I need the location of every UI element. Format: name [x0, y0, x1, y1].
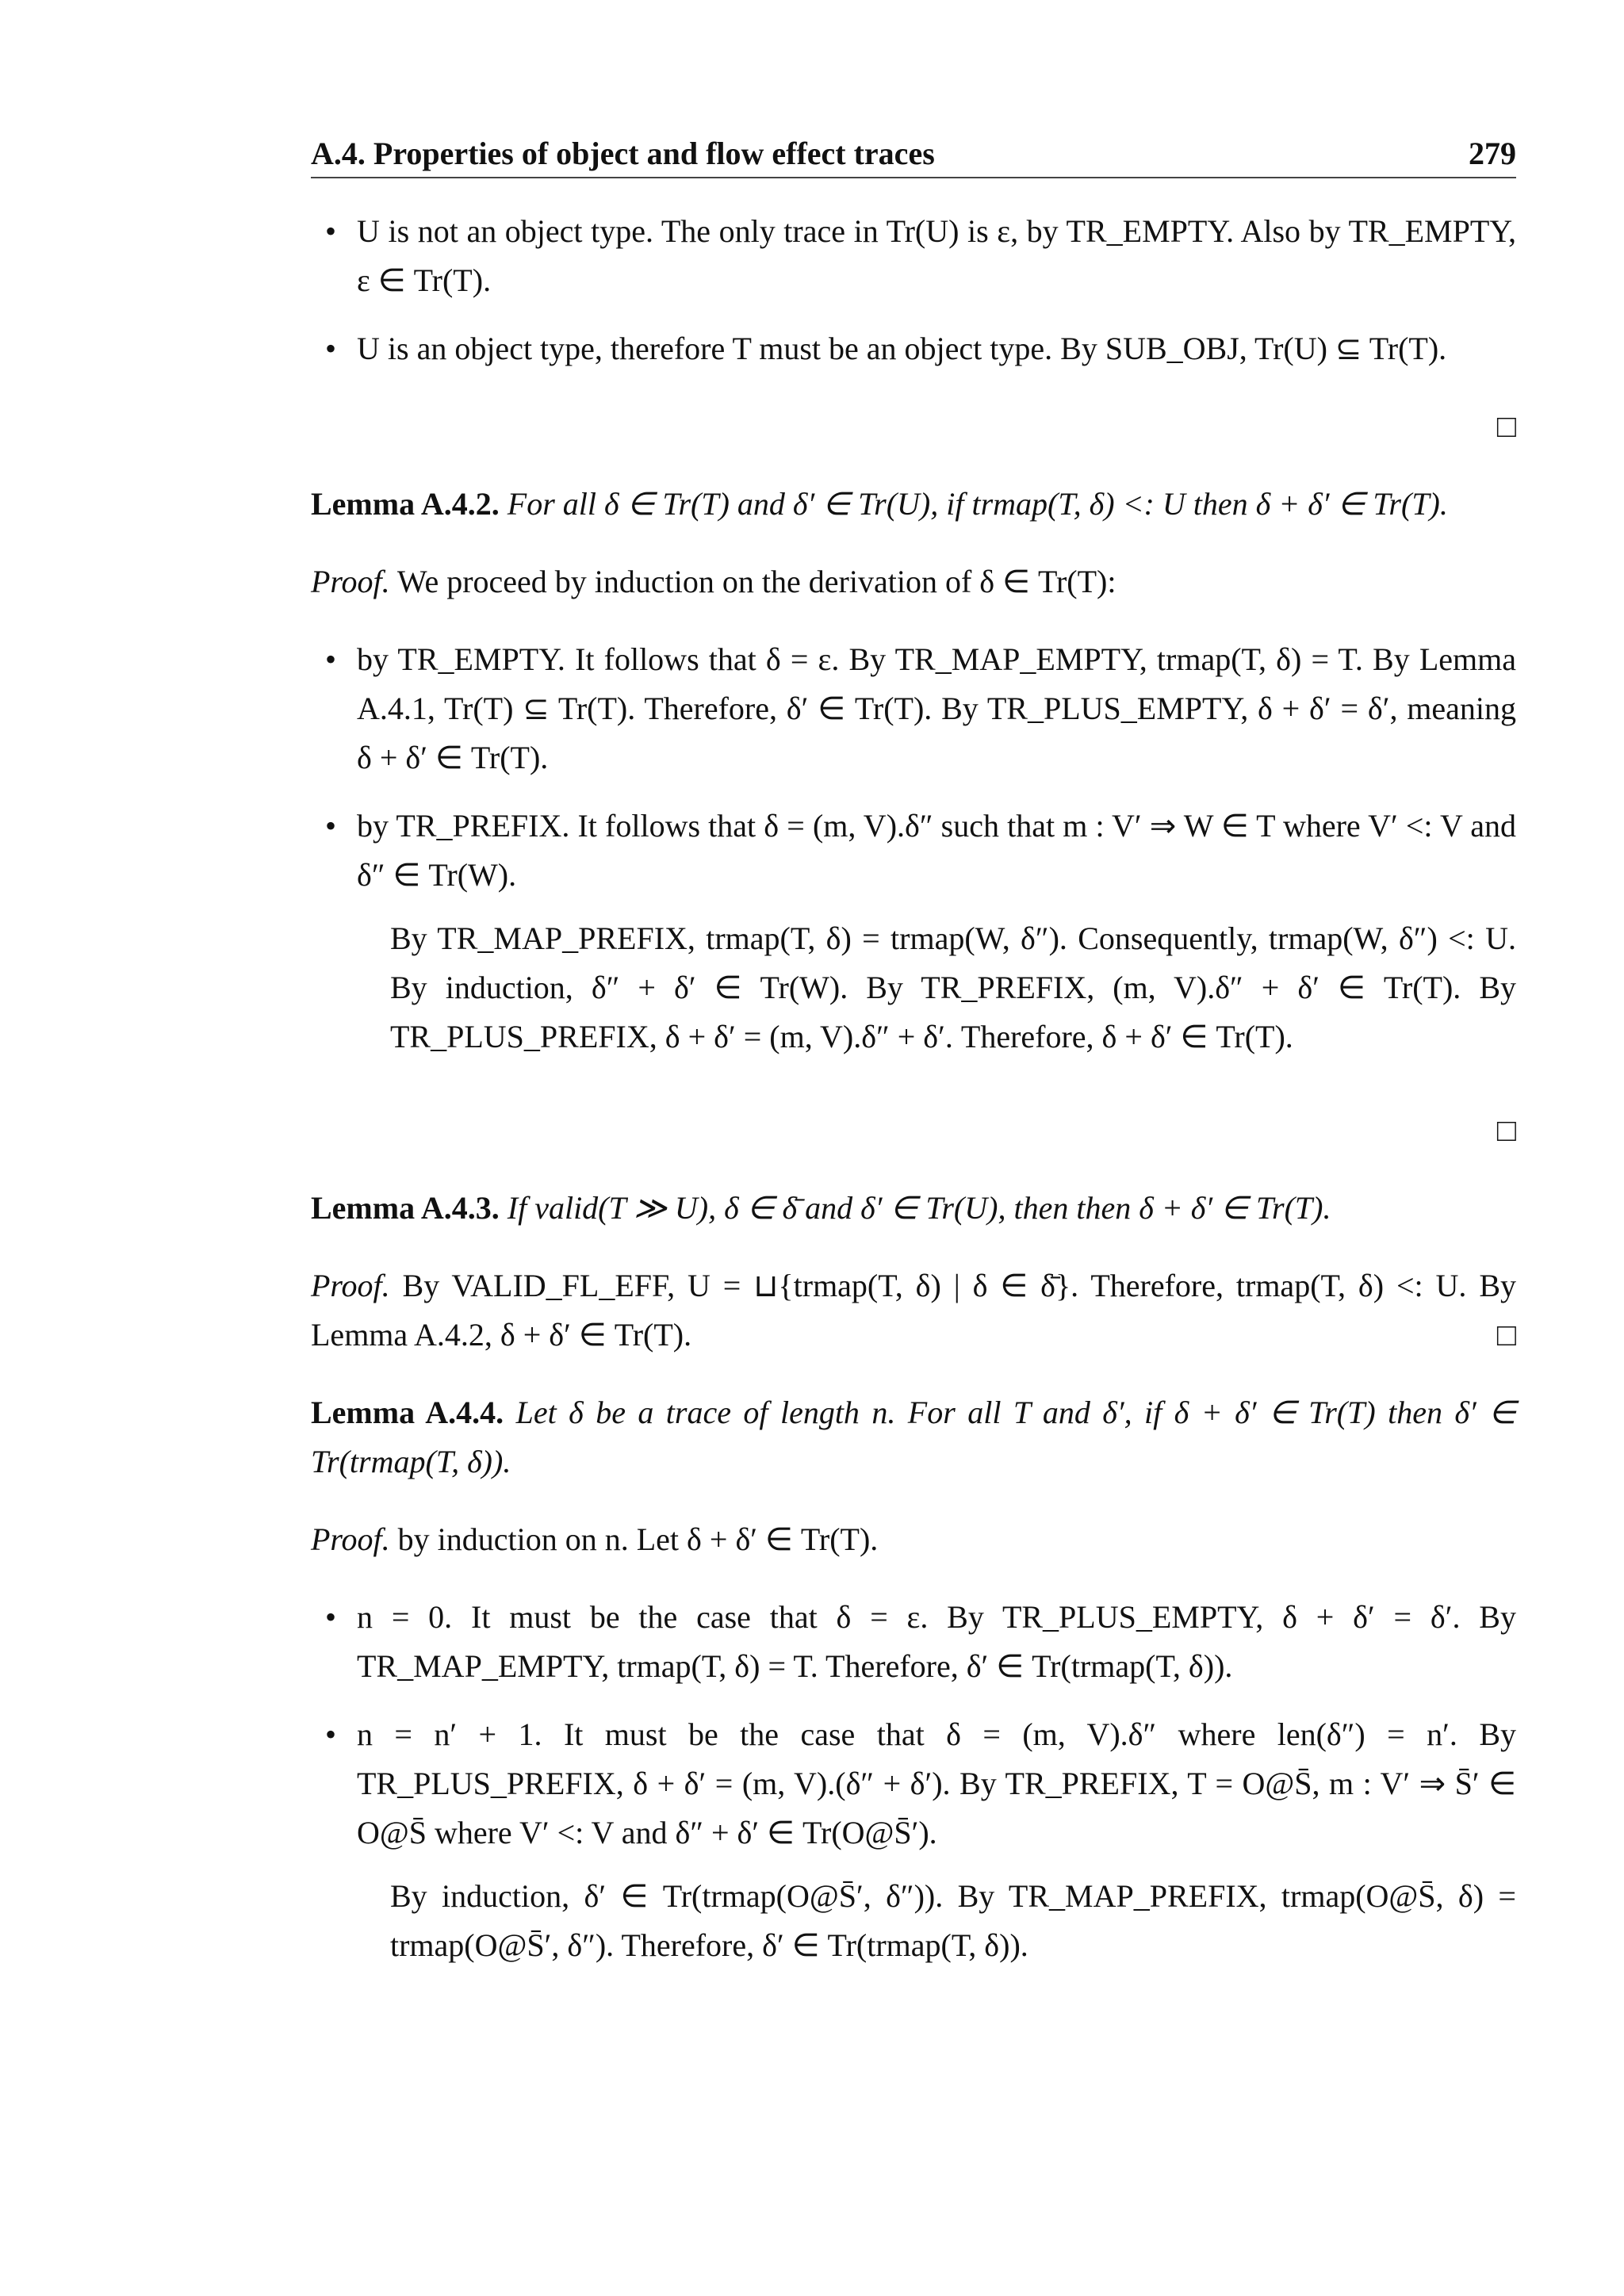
lemma-statement: For all δ ∈ Tr(T) and δ′ ∈ Tr(U), if trmap(T, δ) <: U then δ + δ′ ∈ Tr(T).	[507, 486, 1448, 522]
case-list-2	[311, 635, 1516, 900]
lemma-a43	[311, 1184, 1516, 1233]
list-item: • n = 0. It must be the case that δ = ε. By TR_PLUS_EMPTY, δ + δ′ = δ′. By TR_MAP_EMPTY, trmap(T, δ) = T. Therefore, δ′ ∈ Tr(trmap(T, δ)).	[357, 1593, 1516, 1691]
case-continuation: By TR_MAP_PREFIX, trmap(T, δ) = trmap(W, δ″). Consequently, trmap(W, δ″) <: U. By induction, δ″ + δ′ ∈ Tr(W). By TR_PREFIX, (m, V).δ″ + δ′ ∈ Tr(T). By TR_PLUS_PREFIX, δ + δ′ = (m, V).δ″ + δ′. Therefore, δ + δ′ ∈ Tr(T).	[390, 920, 1516, 1054]
case-list-3	[311, 1593, 1516, 1858]
lemma-label: Lemma A.4.3.	[311, 1190, 500, 1226]
proof-a42-intro	[311, 557, 1516, 607]
case-list-1	[311, 207, 1516, 373]
page	[311, 135, 1516, 1970]
lemma-label: Lemma A.4.4.	[311, 1395, 504, 1430]
page-number: 279	[1469, 136, 1516, 171]
lemma-a42	[311, 480, 1516, 529]
case-continuation: By induction, δ′ ∈ Tr(trmap(O@S̄′, δ″)). By TR_MAP_PREFIX, trmap(O@S̄, δ) = trmap(O@S̄′, δ″). Therefore, δ′ ∈ Tr(trmap(T, δ)).	[390, 1878, 1516, 1963]
lemma-statement: If valid(T ≫ U), δ ∈ δ̄ and δ′ ∈ Tr(U), then then δ + δ′ ∈ Tr(T).	[507, 1190, 1331, 1226]
lemma-statement: Let δ be a trace of length n. For all T and δ′, if δ + δ′ ∈ Tr(T) then δ′ ∈ Tr(trmap(T, δ)).	[311, 1395, 1516, 1479]
list-item: • by TR_EMPTY. It follows that δ = ε. By TR_MAP_EMPTY, trmap(T, δ) = T. By Lemma A.4.1, Tr(T) ⊆ Tr(T). Therefore, δ′ ∈ Tr(T). By TR_PLUS_EMPTY, δ + δ′ = δ′, meaning δ + δ′ ∈ Tr(T).	[357, 635, 1516, 783]
proof-text: by induction on n. Let δ + δ′ ∈ Tr(T).	[397, 1521, 879, 1557]
lemma-a44	[311, 1388, 1516, 1487]
lemma-label: Lemma A.4.2.	[311, 486, 500, 522]
proof-text: By VALID_FL_EFF, U = ⊔{trmap(T, δ) | δ ∈ δ̄}. Therefore, trmap(T, δ) <: U. By Lemma A.4.2, δ + δ′ ∈ Tr(T).	[311, 1268, 1516, 1353]
list-item: • n = n′ + 1. It must be the case that δ = (m, V).δ″ where len(δ″) = n′. By TR_PLUS_PREFIX, δ + δ′ = (m, V).(δ″ + δ′). By TR_PREFIX, T = O@S̄, m : V′ ⇒ S̄′ ∈ O@S̄ where V′ <: V and δ″ + δ′ ∈ Tr(O@S̄′).	[357, 1710, 1516, 1858]
qed-symbol: □	[1496, 1112, 1516, 1148]
qed-symbol: □	[1496, 408, 1516, 444]
proof-text: We proceed by induction on the derivation of δ ∈ Tr(T):	[396, 564, 1116, 599]
qed-symbol: □	[1496, 1317, 1516, 1353]
list-item: • by TR_PREFIX. It follows that δ = (m, V).δ″ such that m : V′ ⇒ W ∈ T where V′ <: V and δ″ ∈ Tr(W).	[357, 802, 1516, 900]
proof-label: Proof.	[311, 564, 390, 599]
section-title: A.4. Properties of object and flow effect traces	[311, 136, 935, 171]
proof-a44-intro	[311, 1515, 1516, 1564]
running-header	[311, 135, 1516, 178]
proof-label: Proof.	[311, 1521, 390, 1557]
proof-label: Proof.	[311, 1268, 390, 1303]
list-item: • U is an object type, therefore T must be an object type. By SUB_OBJ, Tr(U) ⊆ Tr(T).	[357, 324, 1516, 373]
list-item: • U is not an object type. The only trace in Tr(U) is ε, by TR_EMPTY. Also by TR_EMPTY, ε ∈ Tr(T).	[357, 207, 1516, 305]
